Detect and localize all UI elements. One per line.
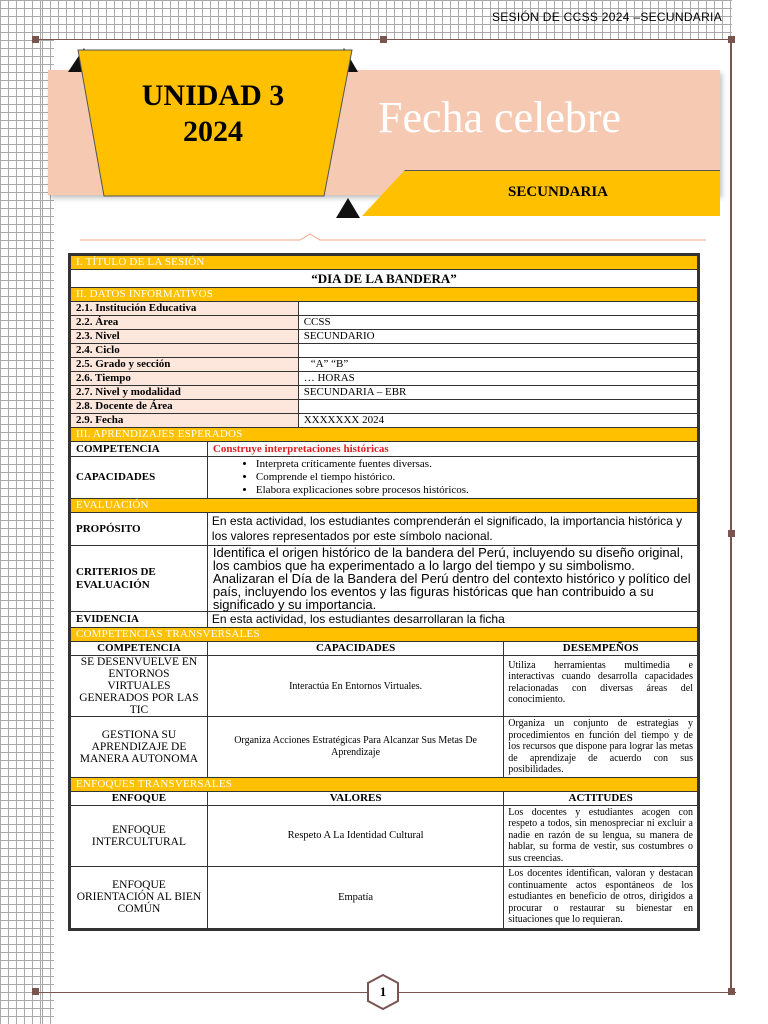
datos-label: 2.4. Ciclo (71, 344, 299, 358)
competencias-header-row (71, 642, 698, 656)
enfoque-cell: ENFOQUE INTERCULTURAL (71, 805, 208, 867)
document-header-title: SESIÓN DE CCSS 2024 –SECUNDARIA (491, 10, 722, 24)
table-row (71, 805, 698, 867)
datos-row (71, 400, 698, 414)
datos-label: 2.9. Fecha (71, 414, 299, 428)
datos-label: 2.8. Docente de Área (71, 400, 299, 414)
column-header: CAPACIDADES (207, 642, 503, 656)
table-row (71, 656, 698, 717)
unit-year: 2024 (183, 115, 243, 148)
table-row (71, 867, 698, 929)
datos-value: SECUNDARIO (298, 330, 697, 344)
enfoques-header-row (71, 791, 698, 805)
column-header: ENFOQUE (71, 791, 208, 805)
desempeno-cell: Utiliza herramientas multimedia e interactivas cuando desarrolla capacidades relacionadas con diversas áreas del conocimiento. (504, 656, 698, 717)
column-header: DESEMPEÑOS (504, 642, 698, 656)
datos-row (71, 372, 698, 386)
evidencia-row (71, 612, 698, 628)
page-number-badge (364, 973, 402, 1011)
level-label: SECUNDARIA (508, 184, 609, 200)
section-header-titulo: I. TÍTULO DE LA SESIÓN (71, 256, 698, 270)
corner-square (32, 988, 39, 995)
datos-row (71, 302, 698, 316)
valor-cell: Respeto A La Identidad Cultural (207, 805, 503, 867)
table-row (71, 717, 698, 778)
capacidades-row (71, 457, 698, 499)
proposito-text: En esta actividad, los estudiantes comprenderán el significado, la importancia histórica y los valores representados por este símbolo nacional. (207, 513, 697, 546)
capacidades-list-cell (207, 457, 697, 499)
evidencia-text: En esta actividad, los estudiantes desarrollaran la ficha (207, 612, 697, 628)
session-title-row (71, 270, 698, 288)
column-header: ACTITUDES (504, 791, 698, 805)
datos-row (71, 386, 698, 400)
datos-row (71, 358, 698, 372)
list-item: • Interpreta críticamente fuentes diversas. (256, 458, 697, 471)
datos-value: XXXXXXX 2024 (298, 414, 697, 428)
datos-row (71, 330, 698, 344)
list-item: • Elabora explicaciones sobre procesos históricos. (256, 484, 697, 497)
datos-value (298, 400, 697, 414)
datos-label: 2.6. Tiempo (71, 372, 299, 386)
column-header: VALORES (207, 791, 503, 805)
section-header-competencias-transversales: COMPETENCIAS TRANSVERSALES (71, 628, 698, 642)
datos-row (71, 414, 698, 428)
corner-square (728, 36, 735, 43)
desempeno-cell: Organiza un conjunto de estrategias y procedimientos en función del tiempo y de los recursos que dispone para lograr las metas de aprendizaje de acuerdo con sus posibilidades. (504, 717, 698, 778)
datos-value: SECUNDARIA – EBR (298, 386, 697, 400)
datos-value: CCSS (298, 316, 697, 330)
capacidad-cell: Organiza Acciones Estratégicas Para Alcanzar Sus Metas De Aprendizaje (207, 717, 503, 778)
corner-square (728, 988, 735, 995)
actitud-cell: Los docentes identifican, valoran y destacan continuamente actos espontáneos de los estudiantes en beneficio de otros, dirigidos a procurar o restaurar su bienestar en situaciones que lo requieran. (504, 867, 698, 929)
datos-value: “A” “B” (298, 358, 697, 372)
corner-square (728, 530, 735, 537)
valor-cell: Empatía (207, 867, 503, 929)
datos-row (71, 316, 698, 330)
enfoque-cell: ENFOQUE ORIENTACIÓN AL BIEN COMÚN (71, 867, 208, 929)
fecha-title: Fecha celebre (378, 93, 622, 142)
session-table (70, 255, 698, 929)
competencia-label: COMPETENCIA (71, 442, 208, 457)
unit-number: UNIDAD 3 (141, 79, 285, 112)
competencia-value: Construye interpretaciones históricas (207, 442, 697, 457)
competencia-cell: GESTIONA SU APRENDIZAJE DE MANERA AUTONOMA (71, 717, 208, 778)
proposito-label: PROPÓSITO (71, 513, 208, 546)
criterios-row (71, 546, 698, 612)
section-header-aprendizajes: III. APRENDIZAJES ESPERADOS (71, 428, 698, 442)
capacidades-label: CAPACIDADES (71, 457, 208, 499)
session-title: “DIA DE LA BANDERA” (71, 270, 698, 288)
datos-value (298, 302, 697, 316)
criterios-text: Identifica el origen histórico de la bandera del Perú, incluyendo su diseño original, los cambios que ha experimentado a lo largo del tiempo y su simbolismo. Analizaran el Día de la Bandera del Perú dentro del contexto histórico y político del país, incluyendo los eventos y las figuras históricas que han contribuido a su significado y su importancia. (207, 546, 697, 612)
datos-label: 2.1. Institución Educativa (71, 302, 299, 316)
section-header-enfoques-transversales: ENFOQUES TRANSVERSALES (71, 777, 698, 791)
datos-value (298, 344, 697, 358)
capacidades-list (208, 458, 697, 497)
section-header-datos: II. DATOS INFORMATIVOS (71, 288, 698, 302)
page-number: 1 (379, 984, 387, 999)
evidencia-label: EVIDENCIA (71, 612, 208, 628)
datos-label: 2.5. Grado y sección (71, 358, 299, 372)
datos-label: 2.3. Nivel (71, 330, 299, 344)
list-item: • Comprende el tiempo histórico. (256, 471, 697, 484)
decorative-divider (80, 232, 706, 244)
proposito-row (71, 513, 698, 546)
datos-row (71, 344, 698, 358)
datos-label: 2.2. Área (71, 316, 299, 330)
unit-title (82, 52, 344, 180)
competencia-row (71, 442, 698, 457)
capacidad-cell: Interactúa En Entornos Virtuales. (207, 656, 503, 717)
column-header: COMPETENCIA (71, 642, 208, 656)
actitud-cell: Los docentes y estudiantes acogen con respeto a todos, sin menospreciar ni excluir a nadie en razón de su lengua, su manera de hablar, su forma de vestir, sus costumbres o sus creencias. (504, 805, 698, 867)
datos-value: … HORAS (298, 372, 697, 386)
section-header-evaluacion: EVALUACIÓN (71, 499, 698, 513)
criterios-label: CRITERIOS DE EVALUACIÓN (71, 546, 208, 612)
corner-square (380, 36, 387, 43)
competencia-cell: SE DESENVUELVE EN ENTORNOS VIRTUALES GENERADOS POR LAS TIC (71, 656, 208, 717)
datos-label: 2.7. Nivel y modalidad (71, 386, 299, 400)
corner-square (32, 36, 39, 43)
